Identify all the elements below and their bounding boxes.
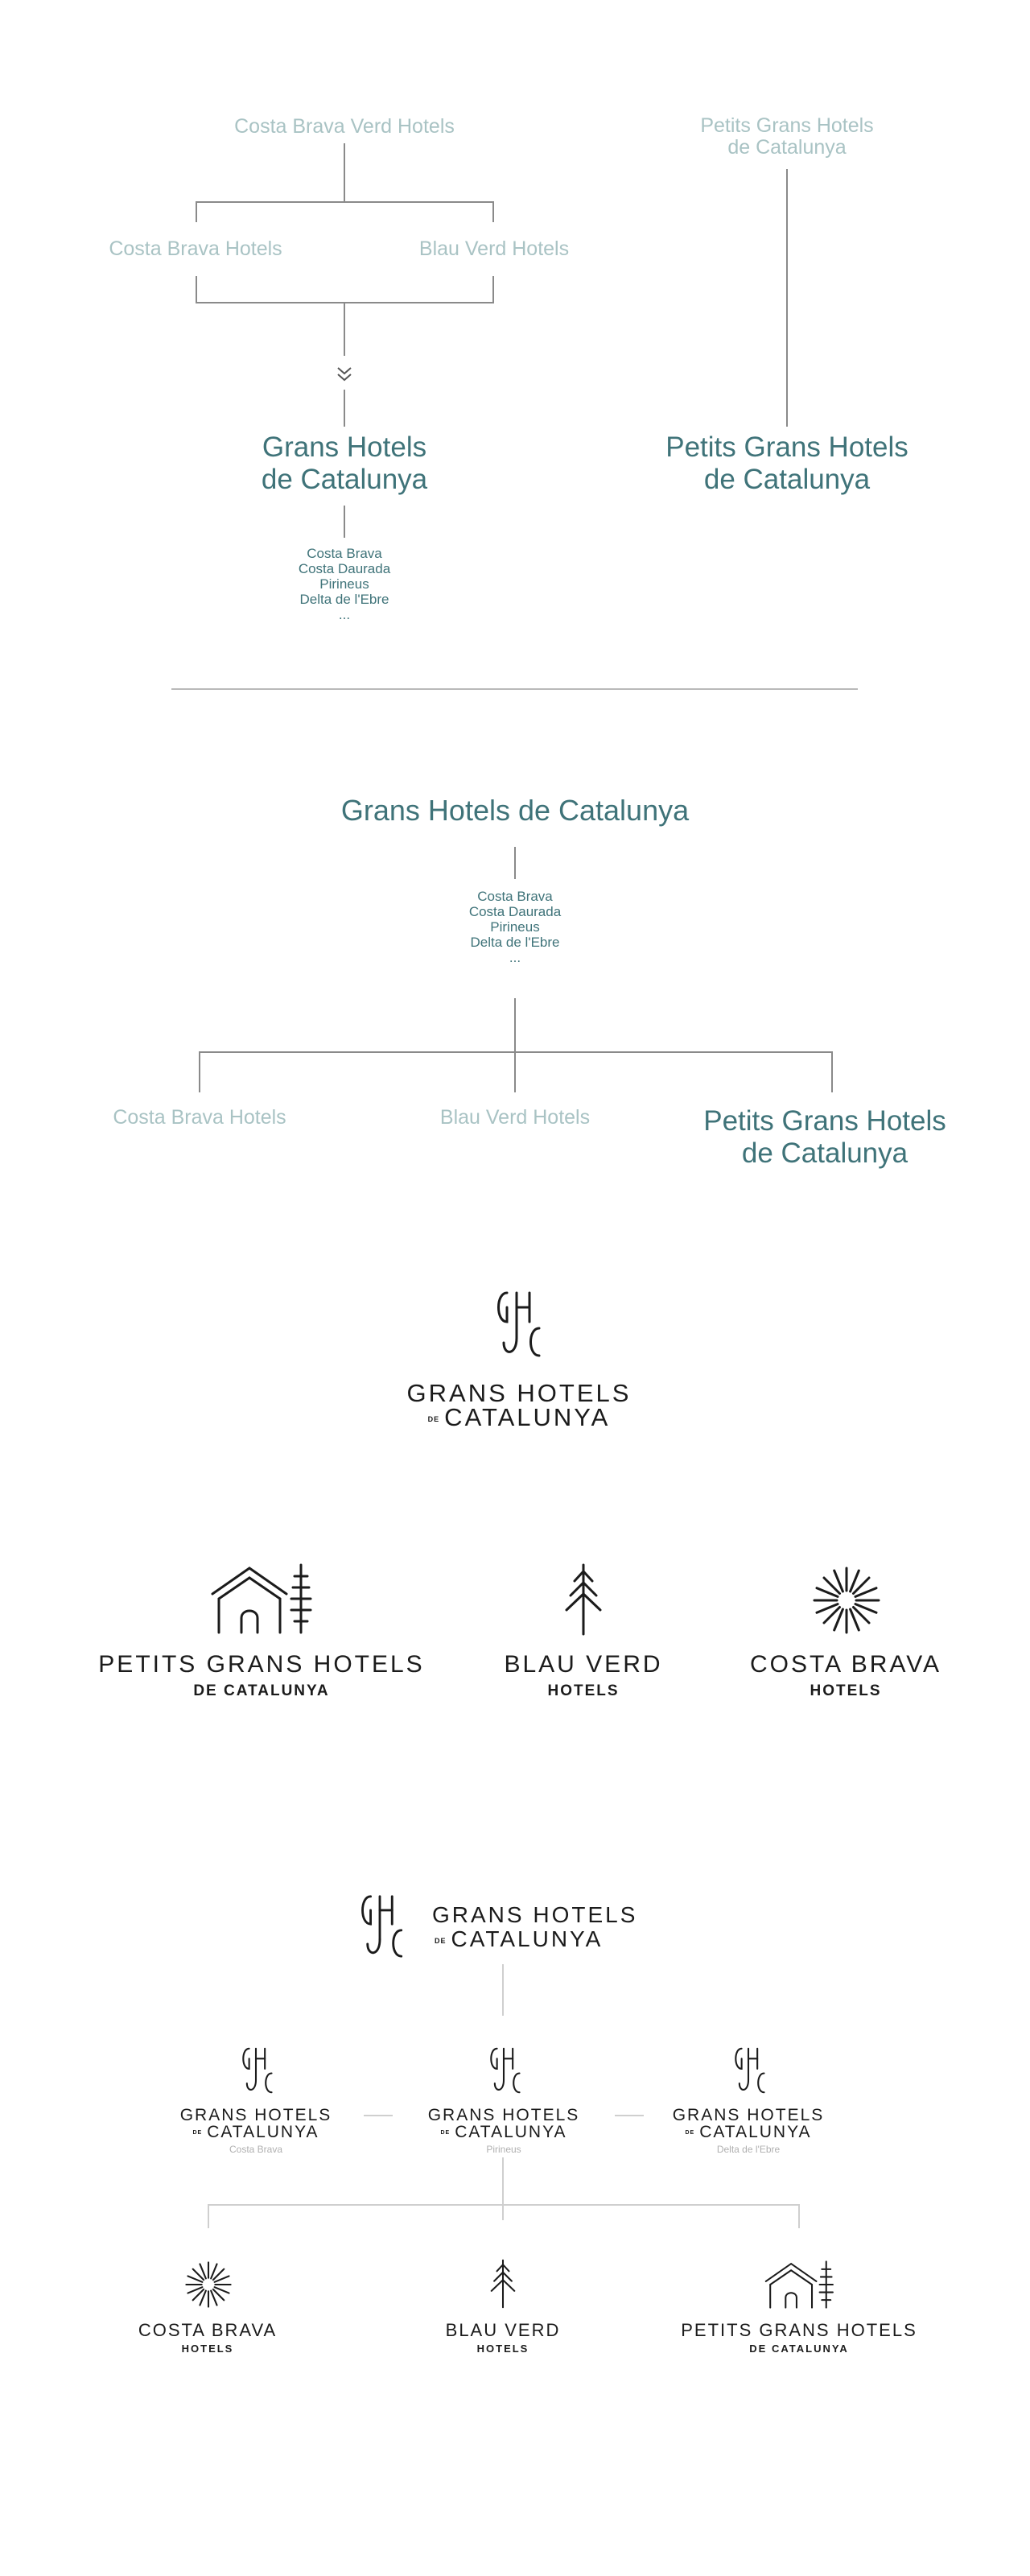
region-item: Pirineus <box>490 919 540 935</box>
ghc-monogram-icon <box>238 2046 274 2095</box>
region-logo-line-1: GRANS HOTELS <box>427 2106 580 2124</box>
region-list <box>469 889 561 965</box>
region-logo-catalunya: CATALUNYA <box>699 2123 812 2141</box>
main-logo-line-2 <box>428 1403 611 1432</box>
region-list <box>299 546 390 622</box>
region-logo-de: DE <box>685 2129 695 2136</box>
connector <box>344 303 345 356</box>
brand-sub: HOTELS <box>476 2343 529 2355</box>
connector <box>492 276 494 303</box>
connector <box>831 1051 833 1092</box>
result-line-2: de Catalunya <box>261 464 428 495</box>
result-line-2: de Catalunya <box>703 464 871 495</box>
connector <box>199 1051 833 1053</box>
pine-tree-icon <box>489 2259 517 2309</box>
main-logo-line-1: GRANS HOTELS <box>406 1379 632 1407</box>
node-blau-verd-hotels: Blau Verd Hotels <box>418 237 570 260</box>
structure-title: Grans Hotels de Catalunya <box>340 794 690 827</box>
region-logo-region: Pirineus <box>486 2144 521 2155</box>
connector <box>208 2204 209 2228</box>
region-item: Costa Daurada <box>298 561 391 576</box>
connector <box>196 201 197 222</box>
top-logo-line-1: GRANS HOTELS <box>432 1902 638 1927</box>
brand-sub: DE CATALUNYA <box>749 2343 849 2355</box>
node-costa-brava-verd-hotels: Costa Brava Verd Hotels <box>234 115 455 138</box>
region-item: Delta de l'Ebre <box>470 935 560 950</box>
brand-sub: DE CATALUNYA <box>193 1682 330 1699</box>
region-item: Delta de l'Ebre <box>299 592 389 607</box>
brand-name: BLAU VERD <box>445 2320 561 2340</box>
region-logo-line-2 <box>440 2123 566 2142</box>
house-and-tree-icon <box>764 2260 834 2309</box>
connector <box>786 169 788 427</box>
child-petits-grans-hotels <box>703 1105 946 1170</box>
region-logo-region: Costa Brava <box>229 2144 283 2155</box>
brand-name: COSTA BRAVA <box>138 2320 278 2340</box>
ghc-monogram-icon <box>356 1893 404 1959</box>
main-logo-de: DE <box>427 1414 440 1423</box>
top-logo-catalunya: CATALUNYA <box>451 1926 604 1951</box>
connector <box>344 143 345 202</box>
result-line-1: Grans Hotels <box>262 431 427 463</box>
main-logo-catalunya: CATALUNYA <box>444 1403 611 1431</box>
result-line-1: Petits Grans Hotels <box>665 431 908 463</box>
connector <box>199 1051 200 1092</box>
section-divider <box>171 688 858 690</box>
region-logo-catalunya: CATALUNYA <box>455 2123 567 2141</box>
region-item: Costa Brava <box>477 889 553 904</box>
connector <box>492 201 494 222</box>
connector <box>615 2115 644 2116</box>
region-logo-de: DE <box>192 2129 203 2136</box>
connector <box>196 201 494 203</box>
connector <box>514 998 516 1092</box>
region-logo-line-2 <box>685 2123 811 2142</box>
region-item: Costa Daurada <box>468 904 562 919</box>
top-logo-line-2 <box>435 1926 603 1952</box>
ghc-monogram-icon <box>731 2046 766 2095</box>
region-item: ... <box>509 950 521 965</box>
brand-name: BLAU VERD <box>504 1651 663 1678</box>
region-item: ... <box>338 607 351 622</box>
connector <box>502 2157 504 2220</box>
region-logo-line-1: GRANS HOTELS <box>672 2106 825 2124</box>
brand-sub: HOTELS <box>181 2343 234 2355</box>
connector <box>344 506 345 538</box>
sun-burst-icon <box>813 1567 880 1634</box>
connector <box>514 847 516 879</box>
child-line-1: Petits Grans Hotels <box>703 1105 946 1137</box>
connector <box>344 390 345 427</box>
sun-burst-icon <box>185 2261 232 2308</box>
ghc-monogram-icon <box>486 2046 521 2095</box>
region-logo-line-1: GRANS HOTELS <box>179 2106 332 2124</box>
brand-name: PETITS GRANS HOTELS <box>98 1651 425 1678</box>
node-petits-grans-hotels <box>700 115 873 159</box>
connector <box>196 276 197 303</box>
node-line-1: Petits Grans Hotels <box>700 114 874 137</box>
connector <box>208 2204 800 2206</box>
child-line-2: de Catalunya <box>741 1137 908 1169</box>
region-item: Costa Brava <box>307 546 382 561</box>
child-costa-brava-hotels: Costa Brava Hotels <box>113 1106 286 1129</box>
node-grans-hotels-result <box>262 431 427 496</box>
ghc-monogram-icon <box>492 1290 541 1359</box>
brand-sub: HOTELS <box>810 1682 882 1699</box>
connector <box>502 1964 504 2016</box>
connector <box>364 2115 393 2116</box>
node-line-2: de Catalunya <box>727 136 847 159</box>
double-chevron-down-icon <box>336 366 352 382</box>
top-logo-de: DE <box>435 1936 447 1945</box>
node-petits-grans-result <box>665 431 908 496</box>
brand-sub: HOTELS <box>547 1682 620 1699</box>
region-logo-region: Delta de l'Ebre <box>716 2144 781 2155</box>
brand-name: PETITS GRANS HOTELS <box>681 2320 917 2340</box>
house-and-tree-icon <box>211 1563 311 1634</box>
pine-tree-icon <box>563 1563 604 1636</box>
region-logo-catalunya: CATALUNYA <box>207 2123 319 2141</box>
region-logo-de: DE <box>440 2129 451 2136</box>
connector <box>798 2204 800 2228</box>
region-item: Pirineus <box>319 576 369 592</box>
child-blau-verd-hotels: Blau Verd Hotels <box>439 1106 591 1129</box>
region-logo-line-2 <box>192 2123 319 2142</box>
brand-name: COSTA BRAVA <box>749 1651 942 1678</box>
node-costa-brava-hotels: Costa Brava Hotels <box>109 237 282 260</box>
